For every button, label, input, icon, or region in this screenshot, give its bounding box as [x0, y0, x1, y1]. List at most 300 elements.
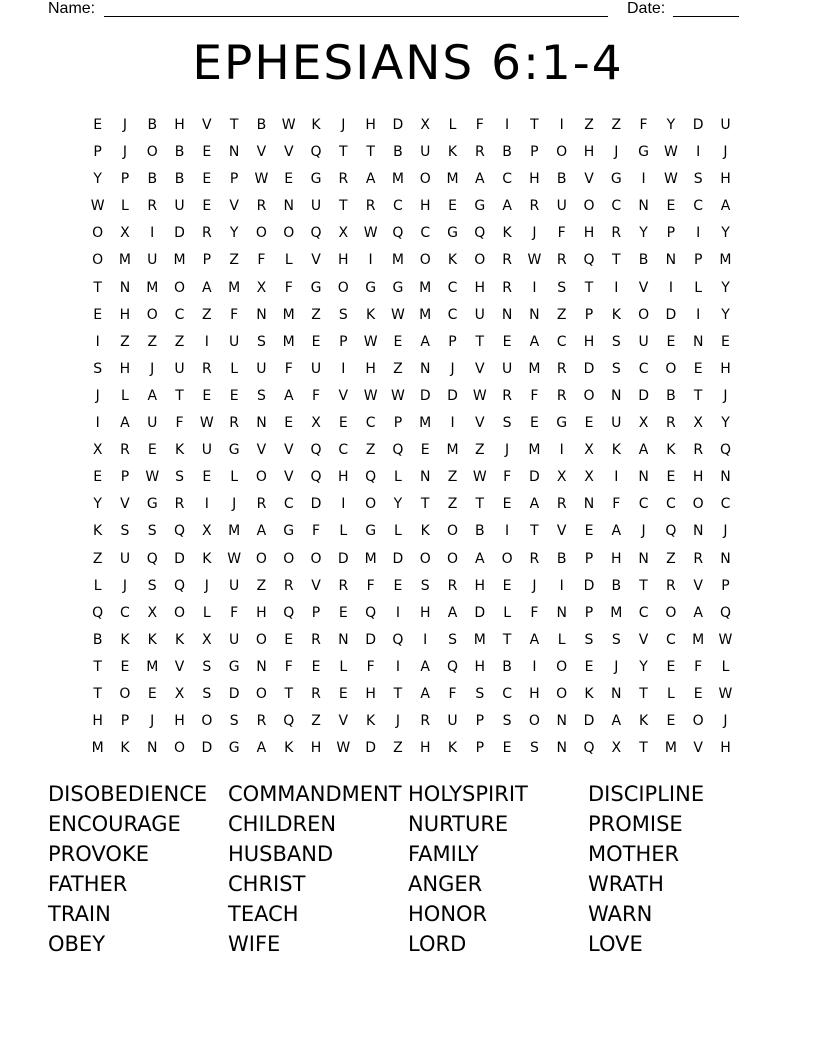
grid-letter: B	[393, 144, 403, 161]
grid-letter: U	[119, 550, 131, 567]
grid-letter: O	[474, 252, 486, 269]
grid-letter: B	[638, 252, 649, 269]
grid-letter: O	[146, 306, 158, 323]
grid-letter: B	[256, 117, 267, 133]
grid-letter: H	[419, 604, 431, 621]
grid-letter: P	[311, 604, 321, 621]
grid-letter: G	[228, 658, 240, 675]
word-list-item: OBEY	[48, 932, 106, 956]
grid-letter: O	[556, 658, 568, 675]
grid-letter: V	[283, 144, 294, 161]
grid-letter: O	[119, 685, 131, 702]
grid-letter: Q	[392, 442, 404, 459]
grid-letter: S	[147, 577, 157, 594]
grid-letter: K	[366, 306, 376, 323]
grid-letter: P	[666, 225, 676, 242]
grid-letter: V	[693, 740, 703, 757]
grid-letter: E	[311, 658, 321, 675]
grid-letter: R	[447, 577, 458, 594]
grid-letter: J	[204, 577, 209, 594]
grid-letter: V	[338, 713, 349, 730]
grid-letter: Q	[310, 225, 322, 242]
grid-letter: R	[666, 577, 676, 594]
grid-letter: H	[365, 360, 376, 377]
grid-letter: W	[227, 550, 242, 567]
word-list-item: MOTHER	[588, 842, 680, 866]
grid-letter: I	[204, 333, 209, 350]
word-search-grid	[84, 113, 739, 763]
grid-letter: U	[474, 306, 485, 323]
grid-letter: J	[232, 496, 237, 513]
grid-letter: N	[283, 198, 294, 215]
grid-letter: E	[584, 523, 594, 540]
grid-letter: H	[119, 360, 131, 377]
grid-letter: S	[202, 685, 212, 702]
grid-letter: R	[311, 631, 321, 648]
grid-letter: C	[638, 360, 649, 377]
grid-letter: S	[448, 631, 457, 648]
grid-letter: C	[502, 685, 512, 702]
grid-letter: K	[311, 117, 321, 133]
grid-letter: N	[720, 469, 731, 486]
grid-letter: E	[311, 333, 321, 350]
grid-letter: P	[475, 740, 485, 757]
grid-letter: J	[641, 523, 646, 540]
grid-letter: X	[311, 415, 321, 432]
grid-letter: N	[119, 279, 131, 296]
grid-letter: G	[447, 225, 458, 242]
grid-letter: U	[147, 415, 158, 432]
grid-letter: J	[150, 360, 155, 377]
grid-letter: X	[202, 523, 212, 540]
word-list-item: WARN	[588, 902, 653, 926]
grid-letter: X	[420, 117, 430, 133]
grid-letter: H	[720, 740, 731, 757]
grid-letter: Q	[174, 523, 186, 540]
word-list-item: HONOR	[408, 902, 488, 926]
grid-letter: M	[473, 631, 486, 648]
grid-letter: H	[474, 577, 486, 594]
grid-letter: M	[419, 306, 432, 323]
grid-letter: L	[339, 658, 348, 675]
grid-letter: K	[584, 685, 594, 702]
grid-letter: E	[147, 685, 157, 702]
grid-letter: O	[283, 550, 295, 567]
grid-letter: E	[393, 333, 403, 350]
grid-letter: T	[584, 279, 594, 296]
grid-letter: Q	[719, 604, 731, 621]
grid-letter: V	[311, 577, 321, 594]
grid-letter: U	[638, 333, 649, 350]
grid-letter: S	[475, 685, 485, 702]
grid-letter: P	[93, 144, 102, 161]
grid-letter: Q	[146, 550, 158, 567]
grid-letter: V	[229, 198, 239, 215]
grid-letter: U	[420, 144, 431, 161]
grid-letter: A	[529, 631, 540, 648]
grid-letter: Y	[229, 225, 239, 242]
grid-letter: D	[419, 387, 431, 404]
grid-letter: W	[90, 198, 105, 215]
grid-letter: A	[529, 333, 540, 350]
grid-letter: E	[529, 415, 539, 432]
grid-letter: U	[147, 252, 158, 269]
grid-letter: C	[174, 306, 185, 323]
grid-letter: N	[692, 523, 704, 540]
grid-letter: V	[693, 577, 703, 594]
grid-letter: E	[448, 198, 457, 215]
grid-letter: J	[505, 442, 510, 459]
grid-letter: O	[255, 685, 267, 702]
grid-letter: A	[365, 171, 376, 188]
grid-letter: A	[475, 550, 485, 567]
grid-letter: F	[284, 279, 293, 296]
grid-letter: E	[202, 198, 212, 215]
grid-letter: D	[174, 550, 185, 567]
grid-letter: F	[612, 496, 621, 513]
grid-letter: F	[366, 577, 375, 594]
grid-letter: Z	[393, 360, 403, 377]
grid-letter: X	[584, 469, 594, 486]
grid-letter: A	[693, 604, 703, 621]
grid-letter: W	[718, 631, 733, 648]
grid-letter: V	[202, 117, 212, 133]
grid-letter: X	[120, 225, 130, 242]
grid-letter: B	[502, 658, 512, 675]
grid-letter: Q	[474, 225, 486, 242]
grid-letter: K	[611, 306, 621, 323]
grid-letter: O	[583, 387, 595, 404]
word-list-item: ANGER	[408, 872, 483, 896]
word-list-item: TEACH	[228, 902, 299, 926]
grid-letter: N	[228, 144, 240, 161]
grid-letter: F	[639, 117, 648, 133]
grid-letter: D	[665, 306, 677, 323]
grid-letter: I	[668, 279, 673, 296]
grid-letter: I	[95, 415, 100, 432]
word-list-item: TRAIN	[48, 902, 111, 926]
grid-letter: P	[393, 415, 403, 432]
grid-letter: Q	[174, 577, 186, 594]
grid-letter: A	[611, 523, 622, 540]
grid-letter: H	[365, 685, 376, 702]
name-date-header	[48, 0, 748, 20]
grid-letter: R	[666, 415, 676, 432]
grid-letter: H	[338, 252, 349, 269]
grid-letter: D	[583, 713, 595, 730]
grid-letter: O	[255, 469, 267, 486]
grid-letter: N	[147, 740, 158, 757]
grid-letter: T	[612, 252, 621, 269]
grid-letter: R	[693, 550, 704, 567]
grid-letter: H	[529, 171, 540, 188]
grid-letter: F	[284, 658, 293, 675]
grid-letter: O	[92, 252, 104, 269]
grid-letter: S	[147, 523, 157, 540]
grid-letter: Q	[365, 469, 377, 486]
grid-letter: G	[392, 279, 404, 296]
grid-letter: O	[255, 225, 267, 242]
grid-letter: G	[228, 740, 240, 757]
grid-letter: S	[502, 415, 512, 432]
grid-letter: R	[502, 387, 512, 404]
word-list-item: PROVOKE	[48, 842, 149, 866]
grid-letter: T	[393, 685, 403, 702]
grid-letter: F	[311, 387, 321, 404]
grid-letter: Q	[283, 713, 295, 730]
grid-letter: N	[638, 198, 649, 215]
grid-letter: J	[614, 144, 619, 161]
grid-letter: M	[118, 252, 131, 269]
grid-letter: Z	[147, 333, 158, 350]
grid-letter: E	[666, 658, 676, 675]
grid-letter: R	[229, 415, 239, 432]
grid-letter: U	[229, 577, 240, 594]
grid-letter: I	[696, 144, 701, 161]
grid-letter: J	[341, 117, 346, 133]
grid-letter: W	[663, 144, 678, 161]
grid-letter: E	[93, 306, 103, 323]
grid-letter: E	[202, 144, 212, 161]
grid-letter: E	[420, 442, 430, 459]
grid-letter: O	[528, 713, 540, 730]
grid-letter: V	[174, 658, 185, 675]
grid-letter: T	[639, 577, 648, 594]
grid-letter: W	[390, 387, 405, 404]
grid-letter: Q	[310, 144, 322, 161]
grid-letter: A	[447, 604, 458, 621]
grid-letter: Y	[666, 117, 676, 133]
grid-letter: R	[338, 171, 349, 188]
grid-letter: D	[392, 550, 404, 567]
grid-letter: O	[174, 604, 186, 621]
grid-letter: E	[338, 604, 348, 621]
grid-letter: K	[366, 713, 376, 730]
grid-letter: T	[502, 631, 512, 648]
grid-letter: F	[230, 306, 239, 323]
grid-letter: V	[283, 442, 294, 459]
grid-letter: O	[665, 360, 677, 377]
grid-letter: S	[529, 740, 539, 757]
grid-letter: D	[310, 496, 322, 513]
grid-letter: K	[120, 740, 130, 757]
grid-letter: V	[256, 442, 267, 459]
grid-letter: H	[474, 658, 486, 675]
grid-letter: N	[665, 252, 677, 269]
grid-letter: F	[475, 117, 484, 133]
grid-letter: H	[692, 469, 704, 486]
grid-letter: T	[93, 279, 102, 296]
grid-letter: C	[283, 496, 294, 513]
grid-letter: Z	[611, 117, 622, 133]
word-list-item: NURTURE	[408, 812, 509, 836]
grid-letter: D	[638, 387, 649, 404]
grid-letter: A	[202, 279, 212, 296]
grid-letter: S	[175, 469, 184, 486]
grid-letter: W	[363, 387, 378, 404]
grid-letter: T	[339, 144, 348, 161]
grid-letter: D	[337, 550, 349, 567]
grid-letter: D	[228, 685, 240, 702]
grid-letter: L	[121, 198, 129, 215]
grid-letter: O	[337, 279, 349, 296]
grid-letter: I	[559, 442, 564, 459]
grid-letter: W	[363, 333, 378, 350]
grid-letter: A	[256, 740, 267, 757]
grid-letter: A	[420, 658, 430, 675]
grid-letter: S	[256, 387, 266, 404]
grid-letter: F	[503, 469, 512, 486]
grid-letter: T	[475, 496, 485, 513]
grid-letter: N	[638, 550, 649, 567]
grid-letter: F	[557, 225, 566, 242]
grid-letter: T	[639, 685, 648, 702]
grid-letter: D	[474, 604, 486, 621]
grid-letter: C	[638, 496, 649, 513]
grid-letter: R	[256, 713, 267, 730]
grid-letter: L	[394, 523, 402, 540]
grid-letter: M	[692, 631, 705, 648]
grid-letter: R	[201, 225, 212, 242]
grid-letter: T	[693, 387, 703, 404]
word-list-item: CHRIST	[228, 872, 306, 896]
grid-letter: G	[365, 523, 377, 540]
grid-letter: X	[92, 442, 103, 459]
grid-letter: P	[475, 713, 485, 730]
grid-letter: R	[529, 550, 540, 567]
grid-letter: X	[147, 604, 158, 621]
grid-letter: X	[202, 631, 212, 648]
grid-letter: K	[447, 252, 458, 269]
grid-letter: L	[394, 469, 402, 486]
grid-letter: O	[692, 496, 704, 513]
grid-letter: I	[696, 306, 701, 323]
grid-letter: K	[420, 523, 430, 540]
grid-letter: Q	[583, 740, 595, 757]
grid-letter: O	[201, 713, 213, 730]
grid-letter: Z	[666, 550, 676, 567]
grid-letter: M	[528, 360, 541, 377]
grid-letter: Z	[174, 333, 185, 350]
word-list-item: LORD	[408, 932, 467, 956]
grid-letter: K	[666, 442, 676, 459]
grid-letter: W	[527, 252, 542, 269]
grid-letter: S	[611, 631, 621, 648]
word-list-item: FATHER	[48, 872, 128, 896]
grid-letter: U	[310, 360, 322, 377]
grid-letter: O	[419, 252, 431, 269]
word-list-item: HOLYSPIRIT	[408, 782, 528, 806]
grid-letter: B	[475, 523, 485, 540]
grid-letter: N	[256, 306, 267, 323]
grid-letter: H	[720, 171, 731, 188]
grid-letter: L	[448, 117, 457, 133]
grid-letter: N	[720, 550, 731, 567]
grid-letter: R	[556, 496, 567, 513]
grid-letter: O	[255, 550, 267, 567]
grid-letter: D	[583, 360, 595, 377]
grid-letter: Z	[256, 577, 267, 594]
grid-letter: R	[283, 577, 294, 594]
word-list-item: HUSBAND	[228, 842, 334, 866]
grid-letter: O	[174, 279, 186, 296]
grid-letter: Z	[475, 442, 485, 459]
grid-letter: I	[559, 577, 564, 594]
grid-letter: Q	[392, 631, 404, 648]
grid-letter: R	[611, 225, 622, 242]
grid-letter: U	[201, 442, 212, 459]
grid-letter: Q	[365, 604, 377, 621]
grid-letter: Z	[447, 469, 458, 486]
grid-letter: W	[718, 685, 733, 702]
grid-letter: L	[666, 685, 675, 702]
grid-letter: V	[475, 360, 485, 377]
grid-letter: R	[174, 496, 185, 513]
grid-letter: D	[447, 387, 458, 404]
word-list-item: LOVE	[588, 932, 643, 956]
grid-letter: M	[282, 306, 295, 323]
grid-letter: U	[229, 333, 240, 350]
grid-letter: Z	[584, 117, 594, 133]
grid-letter: O	[419, 171, 431, 188]
grid-letter: T	[175, 387, 184, 404]
grid-letter: L	[230, 469, 239, 486]
grid-letter: V	[283, 469, 294, 486]
grid-letter: C	[502, 171, 512, 188]
grid-letter: Y	[639, 225, 648, 242]
grid-letter: Y	[93, 171, 102, 188]
grid-letter: E	[502, 333, 512, 350]
grid-letter: A	[502, 198, 512, 215]
grid-letter: J	[723, 144, 728, 161]
grid-letter: G	[365, 279, 377, 296]
grid-letter: K	[202, 550, 212, 567]
grid-letter: Q	[310, 442, 322, 459]
grid-letter: T	[284, 685, 293, 702]
grid-letter: P	[448, 333, 457, 350]
grid-letter: H	[338, 469, 349, 486]
grid-letter: K	[93, 523, 103, 540]
grid-letter: S	[256, 333, 266, 350]
grid-letter: R	[502, 252, 512, 269]
grid-letter: P	[229, 171, 239, 188]
grid-letter: M	[146, 658, 159, 675]
grid-letter: E	[202, 387, 212, 404]
grid-letter: E	[693, 360, 703, 377]
grid-letter: Z	[202, 306, 212, 323]
grid-letter: D	[692, 117, 704, 133]
grid-letter: U	[174, 360, 185, 377]
word-list	[48, 779, 768, 959]
name-blank-line	[104, 16, 608, 17]
grid-letter: A	[611, 713, 622, 730]
grid-letter: Y	[721, 306, 730, 323]
grid-letter: Q	[283, 604, 295, 621]
grid-letter: E	[584, 415, 594, 432]
grid-letter: E	[338, 685, 348, 702]
grid-letter: P	[584, 604, 594, 621]
grid-letter: O	[255, 631, 267, 648]
grid-letter: E	[502, 496, 512, 513]
grid-letter: H	[583, 333, 595, 350]
grid-letter: M	[610, 604, 623, 621]
grid-letter: V	[638, 631, 649, 648]
grid-letter: K	[638, 713, 649, 730]
grid-letter: C	[365, 415, 376, 432]
grid-letter: D	[201, 740, 213, 757]
grid-letter: H	[310, 740, 322, 757]
grid-letter: N	[692, 333, 704, 350]
